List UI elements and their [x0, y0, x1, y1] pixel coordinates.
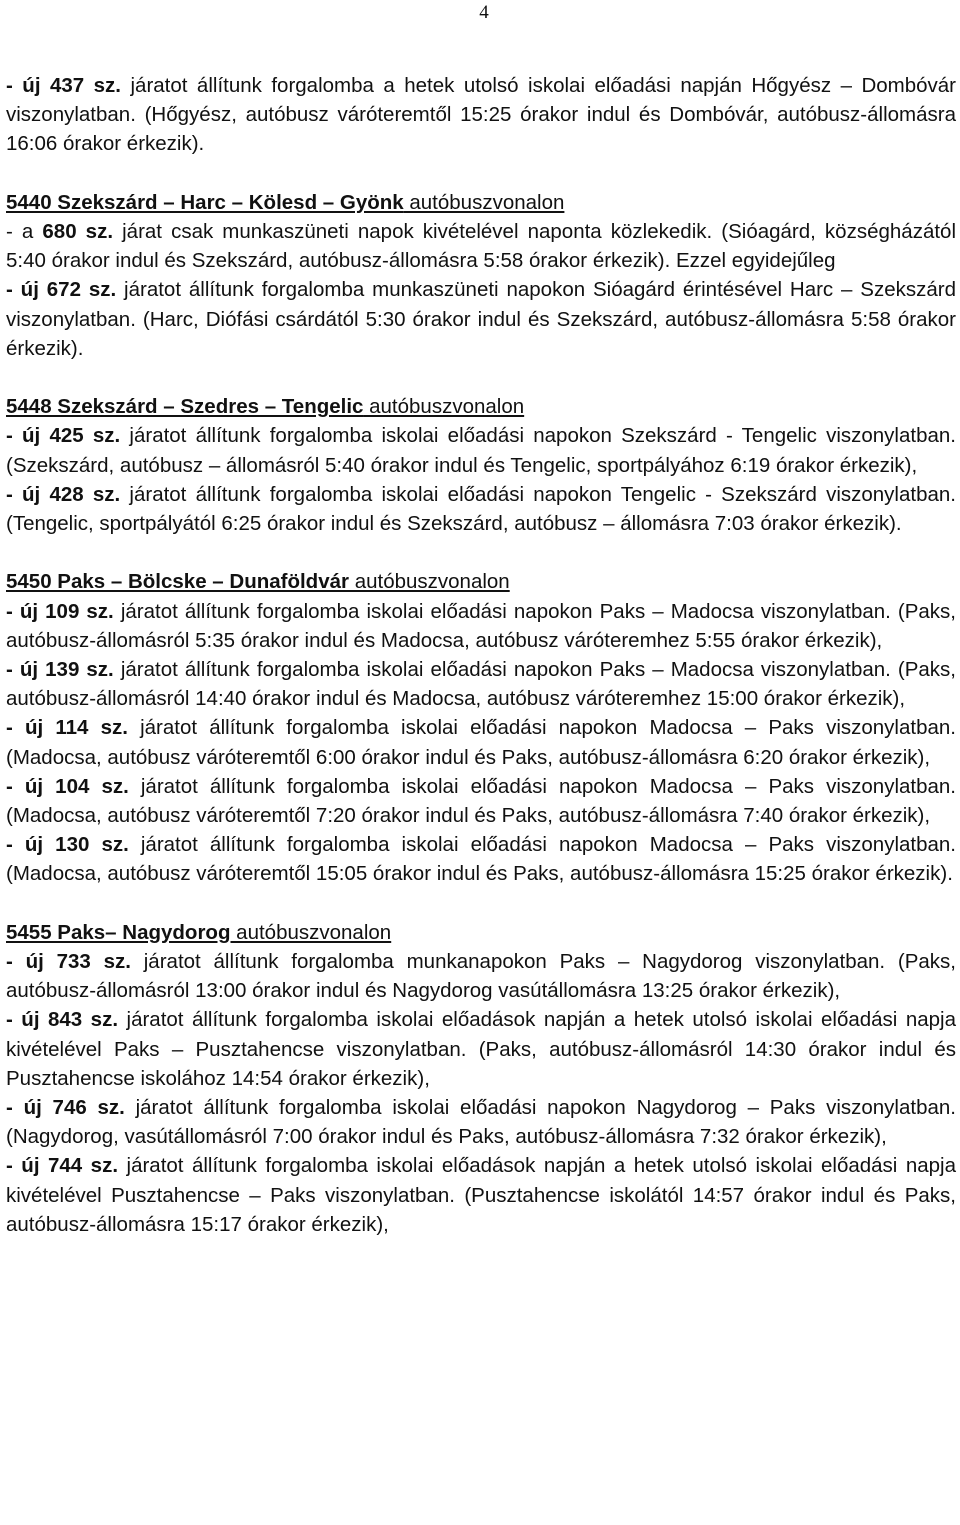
entry-text: járatot állítunk forgalomba iskolai előadási napokon Tengelic - Szekszárd viszonylatban. (Tengelic, sportpályától 6:25 órakor indul és Szekszárd, autóbusz – állomásra 7:03 órakor érkezik).: [6, 482, 956, 536]
route-kind: autóbuszvonalon: [363, 395, 525, 419]
entry-prefix: - új 437 sz.: [6, 74, 122, 97]
route-name: 5450 Paks – Bölcske – Dunaföldvár: [6, 570, 349, 594]
route-heading: [6, 392, 956, 421]
entry-prefix: - új 425 sz.: [6, 424, 121, 448]
route-entry: [6, 275, 956, 363]
entry-prefix: - új 733 sz.: [6, 950, 131, 974]
entry-text: járatot állítunk forgalomba iskolai előadási napokon Szekszárd - Tengelic viszonylatban. (Szekszárd, autóbusz – állomásról 5:40 órakor indul és Tengelic, sportpályához 6:19 órakor érkezik),: [6, 424, 956, 477]
page-number: 4: [479, 2, 489, 23]
document-body: [6, 71, 956, 1239]
route-heading: [6, 567, 956, 596]
route-entry: [6, 1005, 956, 1093]
entry-text: járatot állítunk forgalomba iskolai előadások napján a hetek utolsó iskolai előadási napja kivételével Pusztahencse – Paks viszonylatban. (Pusztahencse iskolától 14:57 órakor indul és Paks, autóbusz-állomásra 15:17 órakor érkezik),: [6, 1154, 956, 1236]
entry-text: járatot állítunk forgalomba munkanapokon Paks – Nagydorog viszonylatban. (Paks, autóbusz-állomásról 13:00 órakor indul és Nagydorog vasútállomásra 13:25 órakor érkezik),: [6, 950, 957, 1003]
route-name: 5448 Szekszárd – Szedres – Tengelic: [6, 395, 364, 419]
entry-prefix: - új 130 sz.: [6, 833, 129, 857]
entry-text: járatot állítunk forgalomba a hetek utolsó iskolai előadási napján Hőgyész – Dombóvár viszonylatban. (Hőgyész, autóbusz váróteremtől 15:25 órakor indul és Dombóvár, autóbusz-állomásra 16:06 órakor érkezik).: [6, 74, 957, 156]
route-entry: [6, 421, 956, 479]
route-entry: [6, 597, 956, 655]
entry-prefix: - új 428 sz.: [6, 482, 121, 506]
entry-prefix: - új 139 sz.: [6, 658, 114, 682]
entry-prefix: - új 109 sz.: [6, 599, 114, 623]
route-entry: [6, 217, 956, 275]
route-entry: [6, 1151, 956, 1239]
route-entry: [6, 947, 956, 1005]
entry-text: járatot állítunk forgalomba munkaszüneti napokon Sióagárd érintésével Harc – Szekszárd viszonylatban. (Harc, Diófási csárdától 5:30 órakor indul és Szekszárd, autóbusz-állomásra 5:58 órakor érkezik).: [6, 278, 957, 360]
route-kind: autóbuszvonalon: [349, 570, 510, 594]
entry-text: járatot állítunk forgalomba iskolai előadási napokon Madocsa – Paks viszonylatban. (Madocsa, autóbusz váróteremtől 15:05 órakor indul és Paks, autóbusz-állomásra 15:25 órakor érkezik).: [6, 833, 956, 886]
entry-text: járatot állítunk forgalomba iskolai előadási napokon Paks – Madocsa viszonylatban. (Paks, autóbusz-állomásról 14:40 órakor indul és Madocsa, autóbusz váróteremhez 15:00 órakor érkezik),: [6, 658, 956, 711]
entry-text: járatot állítunk forgalomba iskolai előadási napokon Nagydorog – Paks viszonylatban. (Nagydorog, vasútállomásról 7:00 órakor indul és Paks, autóbusz-állomásra 7:32 órakor érkezik),: [6, 1096, 956, 1149]
route-entry: [6, 71, 956, 159]
route-entry: [6, 713, 956, 771]
entry-prefix: - új 744 sz.: [6, 1154, 119, 1178]
route-heading: [6, 918, 956, 947]
route-entry: [6, 1093, 956, 1151]
entry-prefix: - új 672 sz.: [6, 278, 117, 302]
route-heading: [6, 188, 956, 217]
route-entry: [6, 830, 956, 888]
entry-prefix-plain: - a: [6, 220, 43, 243]
entry-text: járatot állítunk forgalomba iskolai előadási napokon Madocsa – Paks viszonylatban. (Madocsa, autóbusz váróteremtől 6:00 órakor indul és Paks, autóbusz-állomásra 6:20 órakor érkezik),: [6, 716, 956, 769]
entry-text: járatot állítunk forgalomba iskolai előadások napján a hetek utolsó iskolai előadási napja kivételével Paks – Pusztahencse viszonylatban. (Paks, autóbusz-állomásról 14:30 órakor indul és Pusztahencse iskolához 14:54 órakor érkezik),: [6, 1008, 956, 1090]
route-entry: [6, 655, 956, 713]
entry-text: járat csak munkaszüneti napok kivételével naponta közlekedik. (Sióagárd, községházától 5:40 órakor indul és Szekszárd, autóbusz-állomásra 5:58 órakor érkezik). Ezzel egyidejűleg: [6, 220, 956, 273]
entry-prefix: - új 746 sz.: [6, 1096, 125, 1120]
route-entry: [6, 772, 956, 830]
route-kind: autóbuszvonalon: [230, 920, 392, 944]
route-name: 5455 Paks– Nagydorog: [6, 920, 231, 944]
entry-text: járatot állítunk forgalomba iskolai előadási napokon Paks – Madocsa viszonylatban. (Paks, autóbusz-állomásról 5:35 órakor indul és Madocsa, autóbusz váróteremhez 5:55 órakor érkezik),: [6, 599, 956, 652]
entry-prefix: - új 114 sz.: [6, 716, 128, 740]
route-kind: autóbuszvonalon: [403, 190, 565, 214]
entry-prefix: - új 104 sz.: [6, 774, 129, 798]
entry-prefix: 680 sz.: [42, 220, 114, 243]
entry-text: járatot állítunk forgalomba iskolai előadási napokon Madocsa – Paks viszonylatban. (Madocsa, autóbusz váróteremtől 7:20 órakor indul és Paks, autóbusz-állomásra 7:40 órakor érkezik),: [6, 774, 956, 828]
route-name: 5440 Szekszárd – Harc – Kölesd – Gyönk: [6, 190, 404, 214]
entry-prefix: - új 843 sz.: [6, 1008, 119, 1032]
route-entry: [6, 480, 956, 538]
